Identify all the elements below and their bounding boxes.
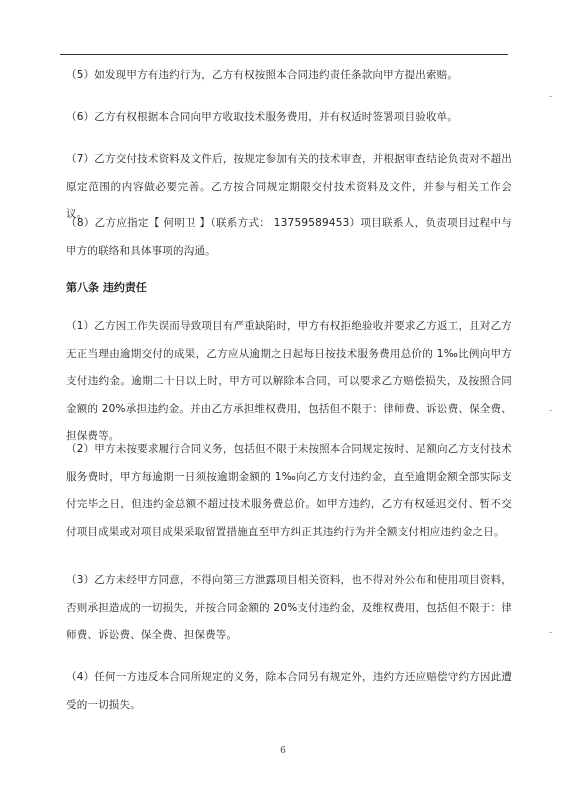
clause-8-2: （2）甲方未按要求履行合同义务，包括但不限于未按照本合同规定按时、足额向乙方支付技术服务费时，甲方每逾期一日须按逾期金额的 1‰向乙方支付违约金，直至逾期金额全部实际支付完毕之日，但违约金总额不超过技术服务费总价。如甲方违约，乙方有权延迟交付、暂不交付项目成果或对项目成果采取留置措施直至甲方纠正其违约行为并全额支付相应违约金之日。 — [66, 443, 512, 538]
scan-mark — [549, 96, 552, 97]
clause-7-7: （7）乙方交付技术资料及文件后，按规定参加有关的技术审查，并根据审查结论负责对不超出原定范围的内容做必要完善。乙方按合同规定期限交付技术资料及文件，并参与相关工作会议。 — [66, 153, 512, 220]
clause-7-8: （8）乙方应指定【 何明卫 】（联系方式： 13759589453）项目联系人，负责项目过程中与甲方的联络和具体事项的沟通。 — [66, 217, 512, 257]
scan-mark — [549, 410, 552, 411]
header-rule — [60, 54, 508, 55]
clause-8-4: （4）任何一方违反本合同所规定的义务，除本合同另有规定外，违约方还应赔偿守约方因此遭受的一切损失。 — [66, 671, 512, 711]
page-number: 6 — [280, 746, 286, 756]
clause-7-6: （6）乙方有权根据本合同向甲方收取技术服务费用，并有权适时签署项目验收单。 — [66, 111, 459, 123]
scan-mark — [549, 632, 552, 633]
clause-8-1: （1）乙方因工作失误而导致项目有严重缺陷时，甲方有权拒绝验收并要求乙方返工，且对乙方无正当理由逾期交付的成果，乙方应从逾期之日起每日按技术服务费用总价的 1‰比例向甲方支付违约金。逾期二十日以上时，甲方可以解除本合同，可以要求乙方赔偿损失，及按照合同金额的 20%承担违约金。并由乙方承担维权费用，包括但不限于：律师费、诉讼费、保全费、担保费等。 — [66, 320, 512, 442]
section-heading: 第八条 违约责任 — [66, 281, 147, 294]
clause-8-3: （3）乙方未经甲方同意，不得向第三方泄露项目相关资料，也不得对外公布和使用项目资料，否则承担造成的一切损失，并按合同金额的 20%支付违约金，及维权费用，包括但不限于：律师费、诉讼费、保全费、担保费等。 — [66, 574, 512, 641]
clause-7-5: （5）如发现甲方有违约行为，乙方有权按照本合同违约责任条款向甲方提出索赔。 — [66, 69, 459, 81]
